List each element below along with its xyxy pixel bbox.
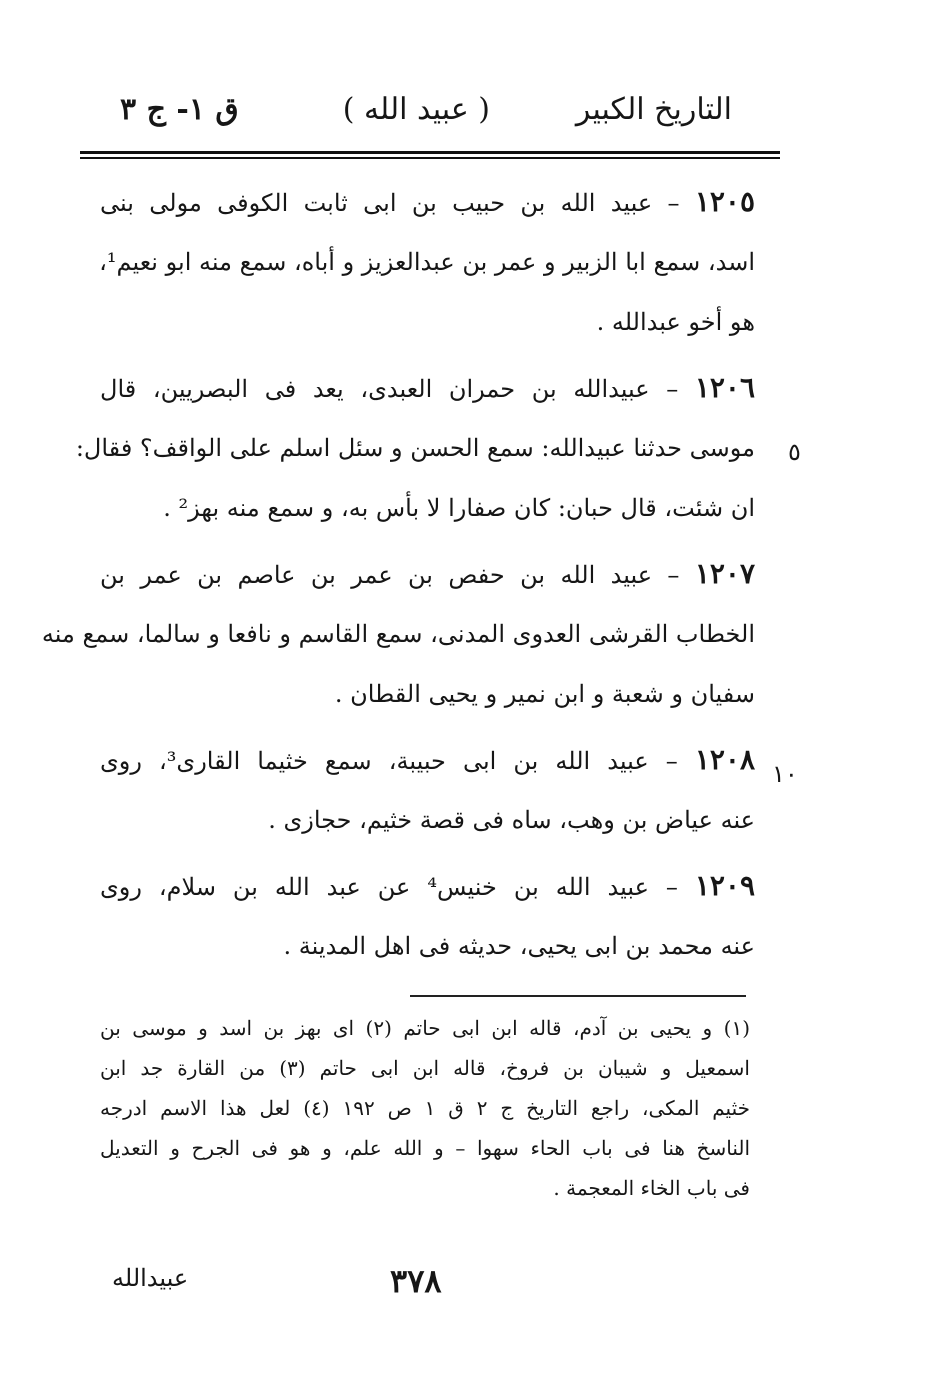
margin-line-number-5: ٥ <box>788 438 801 466</box>
margin-line-number-10: ١٠ <box>772 760 798 788</box>
text-line: عنه عياض بن وهب، ساه فى قصة خثيم، حجازى . <box>268 806 755 834</box>
footnote-line: الناسخ هنا فى باب الحاء سهوا – و الله علم، و هو فى الجرح و التعديل <box>100 1136 750 1160</box>
part-volume: ق ١- ج ٣ <box>120 92 239 127</box>
entry-number: ١٢٠٦ <box>694 371 755 404</box>
text-line: اسد، سمع ابا الزبير و عمر بن عبدالعزيز و أباه، سمع منه ابو نعيم¹، <box>99 248 755 276</box>
text-line: ١٢٠٧ – عبيد الله بن حفص بن عمر بن عاصم بن عمر بن <box>100 557 755 590</box>
footnotes <box>100 1008 750 1208</box>
text-line: عنه محمد بن ابى يحيى، حديثه فى اهل المدينة . <box>283 932 755 960</box>
text-line: هو أخو عبدالله . <box>596 308 755 336</box>
text-line: موسى حدثنا عبيدالله: سمع الحسن و سئل اسلم على الواقف؟ فقال: <box>75 434 755 462</box>
footnote-line: فى باب الخاء المعجمة . <box>553 1176 750 1200</box>
main-text <box>41 172 755 982</box>
text-line: سفيان و شعبة و ابن نمير و يحيى القطان . <box>334 680 755 708</box>
running-header <box>80 92 780 142</box>
footnote-line: (١) و يحيى بن آدم، قاله ابن ابى حاتم (٢) اى بهز بن اسد و موسى بن <box>100 1016 750 1040</box>
footnote-line: اسمعيل و شيبان بن فروخ، قاله ابن ابى حاتم (٣) من القارة جد ابن <box>100 1056 750 1080</box>
catchword: عبيدالله <box>112 1264 189 1292</box>
header-rule-thin <box>80 157 780 159</box>
entry-1209 <box>100 856 755 976</box>
entry-1205 <box>100 172 755 352</box>
entry-1206 <box>75 358 755 538</box>
text-line: ١٢٠٥ – عبيد الله بن حبيب بن ابى ثابت الكوفى مولى بنى <box>100 185 755 218</box>
footnote-line: خثيم المكى، راجع التاريخ ج ٢ ق ١ ص ١٩٢ (٤) لعل هذا الاسم ادرجه <box>100 1096 750 1120</box>
section-title: ( عبيد الله ) <box>342 92 490 127</box>
entry-number: ١٢٠٨ <box>694 743 755 776</box>
text-line: ١٢٠٩ – عبيد الله بن خنيس⁴ عن عبد الله بن سلام، روى <box>100 869 755 902</box>
text-line: الخطاب القرشى العدوى المدنى، سمع القاسم و نافعا و سالما، سمع منه <box>41 620 755 648</box>
text-line: ١٢٠٦ – عبيدالله بن حمران العبدى، يعد فى البصريين، قال <box>100 371 755 404</box>
entry-number: ١٢٠٧ <box>694 557 755 590</box>
page-number: ٣٧٨ <box>390 1262 442 1300</box>
text-line: ١٢٠٨ – عبيد الله بن ابى حبيبة، سمع خثيما القارى³، روى <box>100 743 755 776</box>
header-rule-thick <box>80 151 780 154</box>
entry-1207 <box>41 544 755 724</box>
text-line: ان شئت، قال حبان: كان صفارا لا بأس به، و سمع منه بهز² . <box>163 494 755 522</box>
footnote-separator <box>410 995 746 997</box>
entry-1208 <box>100 730 755 850</box>
entry-number: ١٢٠٥ <box>694 185 755 218</box>
entry-number: ١٢٠٩ <box>694 869 755 902</box>
book-title: التاريخ الكبير <box>575 92 732 127</box>
